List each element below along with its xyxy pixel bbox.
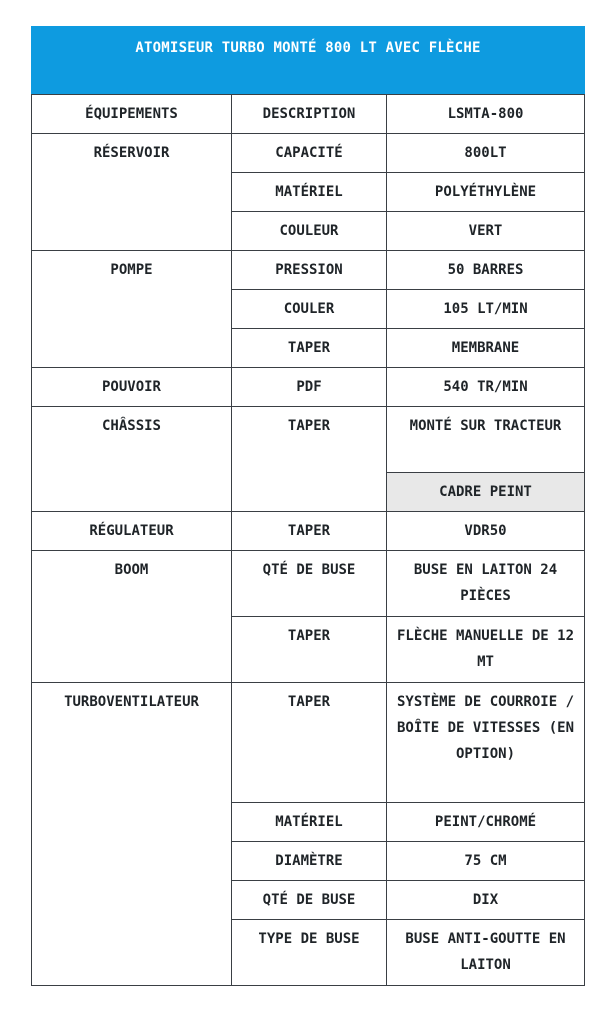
- value-cell: MEMBRANE: [387, 329, 585, 368]
- property-cell: COULER: [232, 290, 387, 329]
- property-cell: TAPER: [232, 683, 387, 803]
- value-cell: DIX: [387, 881, 585, 920]
- value-cell: POLYÉTHYLÈNE: [387, 173, 585, 212]
- property-cell: MATÉRIEL: [232, 803, 387, 842]
- property-cell: TYPE DE BUSE: [232, 920, 387, 986]
- value-cell: MONTÉ SUR TRACTEUR: [387, 407, 585, 473]
- table-row: [32, 683, 585, 803]
- table-row: [32, 134, 585, 173]
- value-cell: 75 CM: [387, 842, 585, 881]
- property-cell: CAPACITÉ: [232, 134, 387, 173]
- category-cell: CHÂSSIS: [32, 407, 232, 512]
- table-row: [32, 95, 585, 134]
- category-cell: BOOM: [32, 551, 232, 683]
- value-cell: FLÈCHE MANUELLE DE 12 MT: [387, 617, 585, 683]
- category-cell: ÉQUIPEMENTS: [32, 95, 232, 134]
- property-cell: PRESSION: [232, 251, 387, 290]
- category-cell: POUVOIR: [32, 368, 232, 407]
- spec-table: [31, 26, 585, 986]
- property-cell: QTÉ DE BUSE: [232, 881, 387, 920]
- property-cell: DIAMÈTRE: [232, 842, 387, 881]
- property-cell: MATÉRIEL: [232, 173, 387, 212]
- value-cell: BUSE ANTI-GOUTTE EN LAITON: [387, 920, 585, 986]
- category-cell: TURBOVENTILATEUR: [32, 683, 232, 986]
- table-title: ATOMISEUR TURBO MONTÉ 800 LT AVEC FLÈCHE: [32, 27, 585, 95]
- table-row: [32, 251, 585, 290]
- property-cell: TAPER: [232, 617, 387, 683]
- value-cell: PEINT/CHROMÉ: [387, 803, 585, 842]
- category-cell: RÉSERVOIR: [32, 134, 232, 251]
- table-row: [32, 407, 585, 473]
- value-cell: BUSE EN LAITON 24 PIÈCES: [387, 551, 585, 617]
- table-row: [32, 551, 585, 617]
- table-row: [32, 368, 585, 407]
- value-cell: SYSTÈME DE COURROIE / BOÎTE DE VITESSES (EN OPTION): [387, 683, 585, 803]
- value-cell: VDR50: [387, 512, 585, 551]
- property-cell: QTÉ DE BUSE: [232, 551, 387, 617]
- value-cell: LSMTA-800: [387, 95, 585, 134]
- value-cell: 50 BARRES: [387, 251, 585, 290]
- property-cell: TAPER: [232, 512, 387, 551]
- title-row: [32, 27, 585, 95]
- value-cell: VERT: [387, 212, 585, 251]
- value-cell: 800LT: [387, 134, 585, 173]
- value-cell: 540 TR/MIN: [387, 368, 585, 407]
- property-cell: DESCRIPTION: [232, 95, 387, 134]
- property-cell: PDF: [232, 368, 387, 407]
- category-cell: POMPE: [32, 251, 232, 368]
- property-cell: TAPER: [232, 329, 387, 368]
- category-cell: RÉGULATEUR: [32, 512, 232, 551]
- value-cell-shaded: CADRE PEINT: [387, 473, 585, 512]
- property-cell: TAPER: [232, 407, 387, 512]
- table-row: [32, 512, 585, 551]
- property-cell: COULEUR: [232, 212, 387, 251]
- value-cell: 105 LT/MIN: [387, 290, 585, 329]
